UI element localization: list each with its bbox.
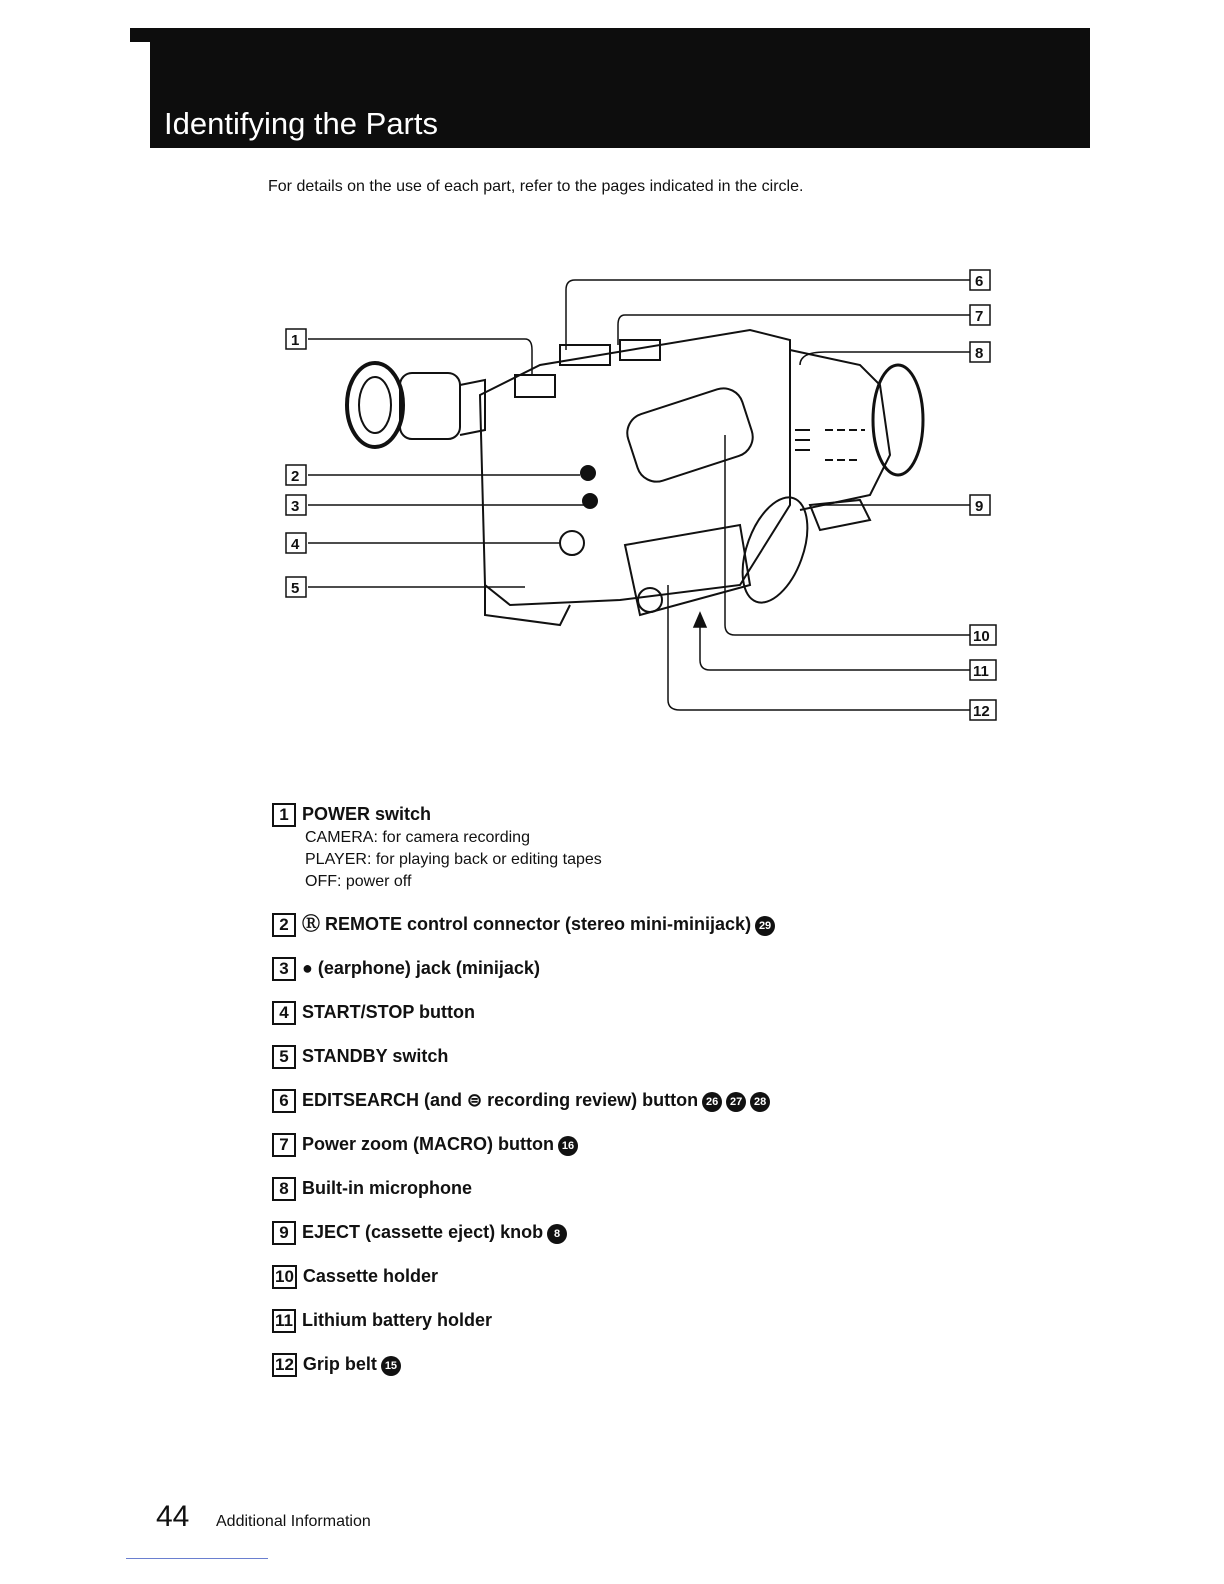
page-ref: 28: [750, 1092, 770, 1112]
list-item: [272, 1001, 972, 1025]
item-label: Lithium battery holder: [302, 1310, 493, 1330]
item-number: 8: [272, 1177, 296, 1201]
callout-6: 6: [975, 273, 984, 290]
item-number: 1: [272, 803, 296, 827]
header-tab: [130, 28, 150, 42]
page-ref: 27: [726, 1092, 746, 1112]
header-banner: [150, 28, 1090, 148]
callout-9: 9: [975, 498, 984, 515]
item-label: Ⓡ REMOTE control connector (stereo mini-minijack): [302, 914, 752, 934]
item-number: 4: [272, 1001, 296, 1025]
page-ref: 16: [558, 1136, 578, 1156]
item-label: ● (earphone) jack (minijack): [302, 958, 540, 978]
item-label: EJECT (cassette eject) knob: [302, 1222, 544, 1242]
item-number: 5: [272, 1045, 296, 1069]
item-detail: PLAYER: for playing back or editing tapes: [305, 851, 602, 868]
camcorder-diagram: [270, 255, 1030, 735]
list-item: [272, 1353, 972, 1377]
item-number: 10: [272, 1265, 297, 1289]
item-label: Power zoom (MACRO) button: [302, 1134, 554, 1154]
callout-7: 7: [975, 308, 984, 325]
callout-5: 5: [291, 580, 300, 597]
item-number: 12: [272, 1353, 297, 1377]
item-number: 7: [272, 1133, 296, 1157]
item-label: Grip belt: [302, 1354, 377, 1374]
item-label: Cassette holder: [302, 1266, 438, 1286]
list-item: [272, 803, 972, 893]
callout-1: 1: [291, 332, 300, 349]
item-number: 9: [272, 1221, 296, 1245]
item-detail: OFF: power off: [305, 873, 412, 890]
item-label: START/STOP button: [302, 1002, 475, 1022]
page-ref: 26: [702, 1092, 722, 1112]
callout-8: 8: [975, 345, 984, 362]
list-item: [272, 913, 972, 937]
list-item: [272, 957, 972, 981]
callout-labels: [286, 270, 996, 720]
item-detail: CAMERA: for camera recording: [305, 829, 530, 846]
item-number: 11: [272, 1309, 296, 1333]
list-item: [272, 1221, 972, 1245]
page-ref: 29: [755, 916, 775, 936]
section-name: Additional Information: [216, 1513, 371, 1530]
page-ref: 8: [547, 1224, 567, 1244]
intro-text: For details on the use of each part, refer to the pages indicated in the circle.: [268, 178, 804, 195]
list-item: [272, 1089, 972, 1113]
callout-11: 11: [973, 663, 989, 680]
callout-12: 12: [973, 703, 990, 720]
item-number: 2: [272, 913, 296, 937]
camcorder-illustration: [347, 330, 923, 625]
callout-10: 10: [973, 628, 990, 645]
callout-3: 3: [291, 498, 300, 515]
callout-4: 4: [291, 536, 300, 553]
list-item: [272, 1133, 972, 1157]
callout-2: 2: [291, 468, 300, 485]
item-label: EDITSEARCH (and ⊜ recording review) button: [302, 1090, 699, 1110]
item-number: 6: [272, 1089, 296, 1113]
footer-divider: [126, 1558, 268, 1559]
item-label: POWER switch: [302, 804, 432, 824]
item-number: 3: [272, 957, 296, 981]
item-label: STANDBY switch: [302, 1046, 449, 1066]
parts-list: [272, 803, 972, 1397]
list-item: [272, 1045, 972, 1069]
page-number: 44: [156, 1500, 190, 1533]
page-title: Identifying the Parts: [164, 106, 438, 141]
item-label: Built-in microphone: [302, 1178, 472, 1198]
list-item: [272, 1265, 972, 1289]
list-item: [272, 1177, 972, 1201]
list-item: [272, 1309, 972, 1333]
page-ref: 15: [381, 1356, 401, 1376]
